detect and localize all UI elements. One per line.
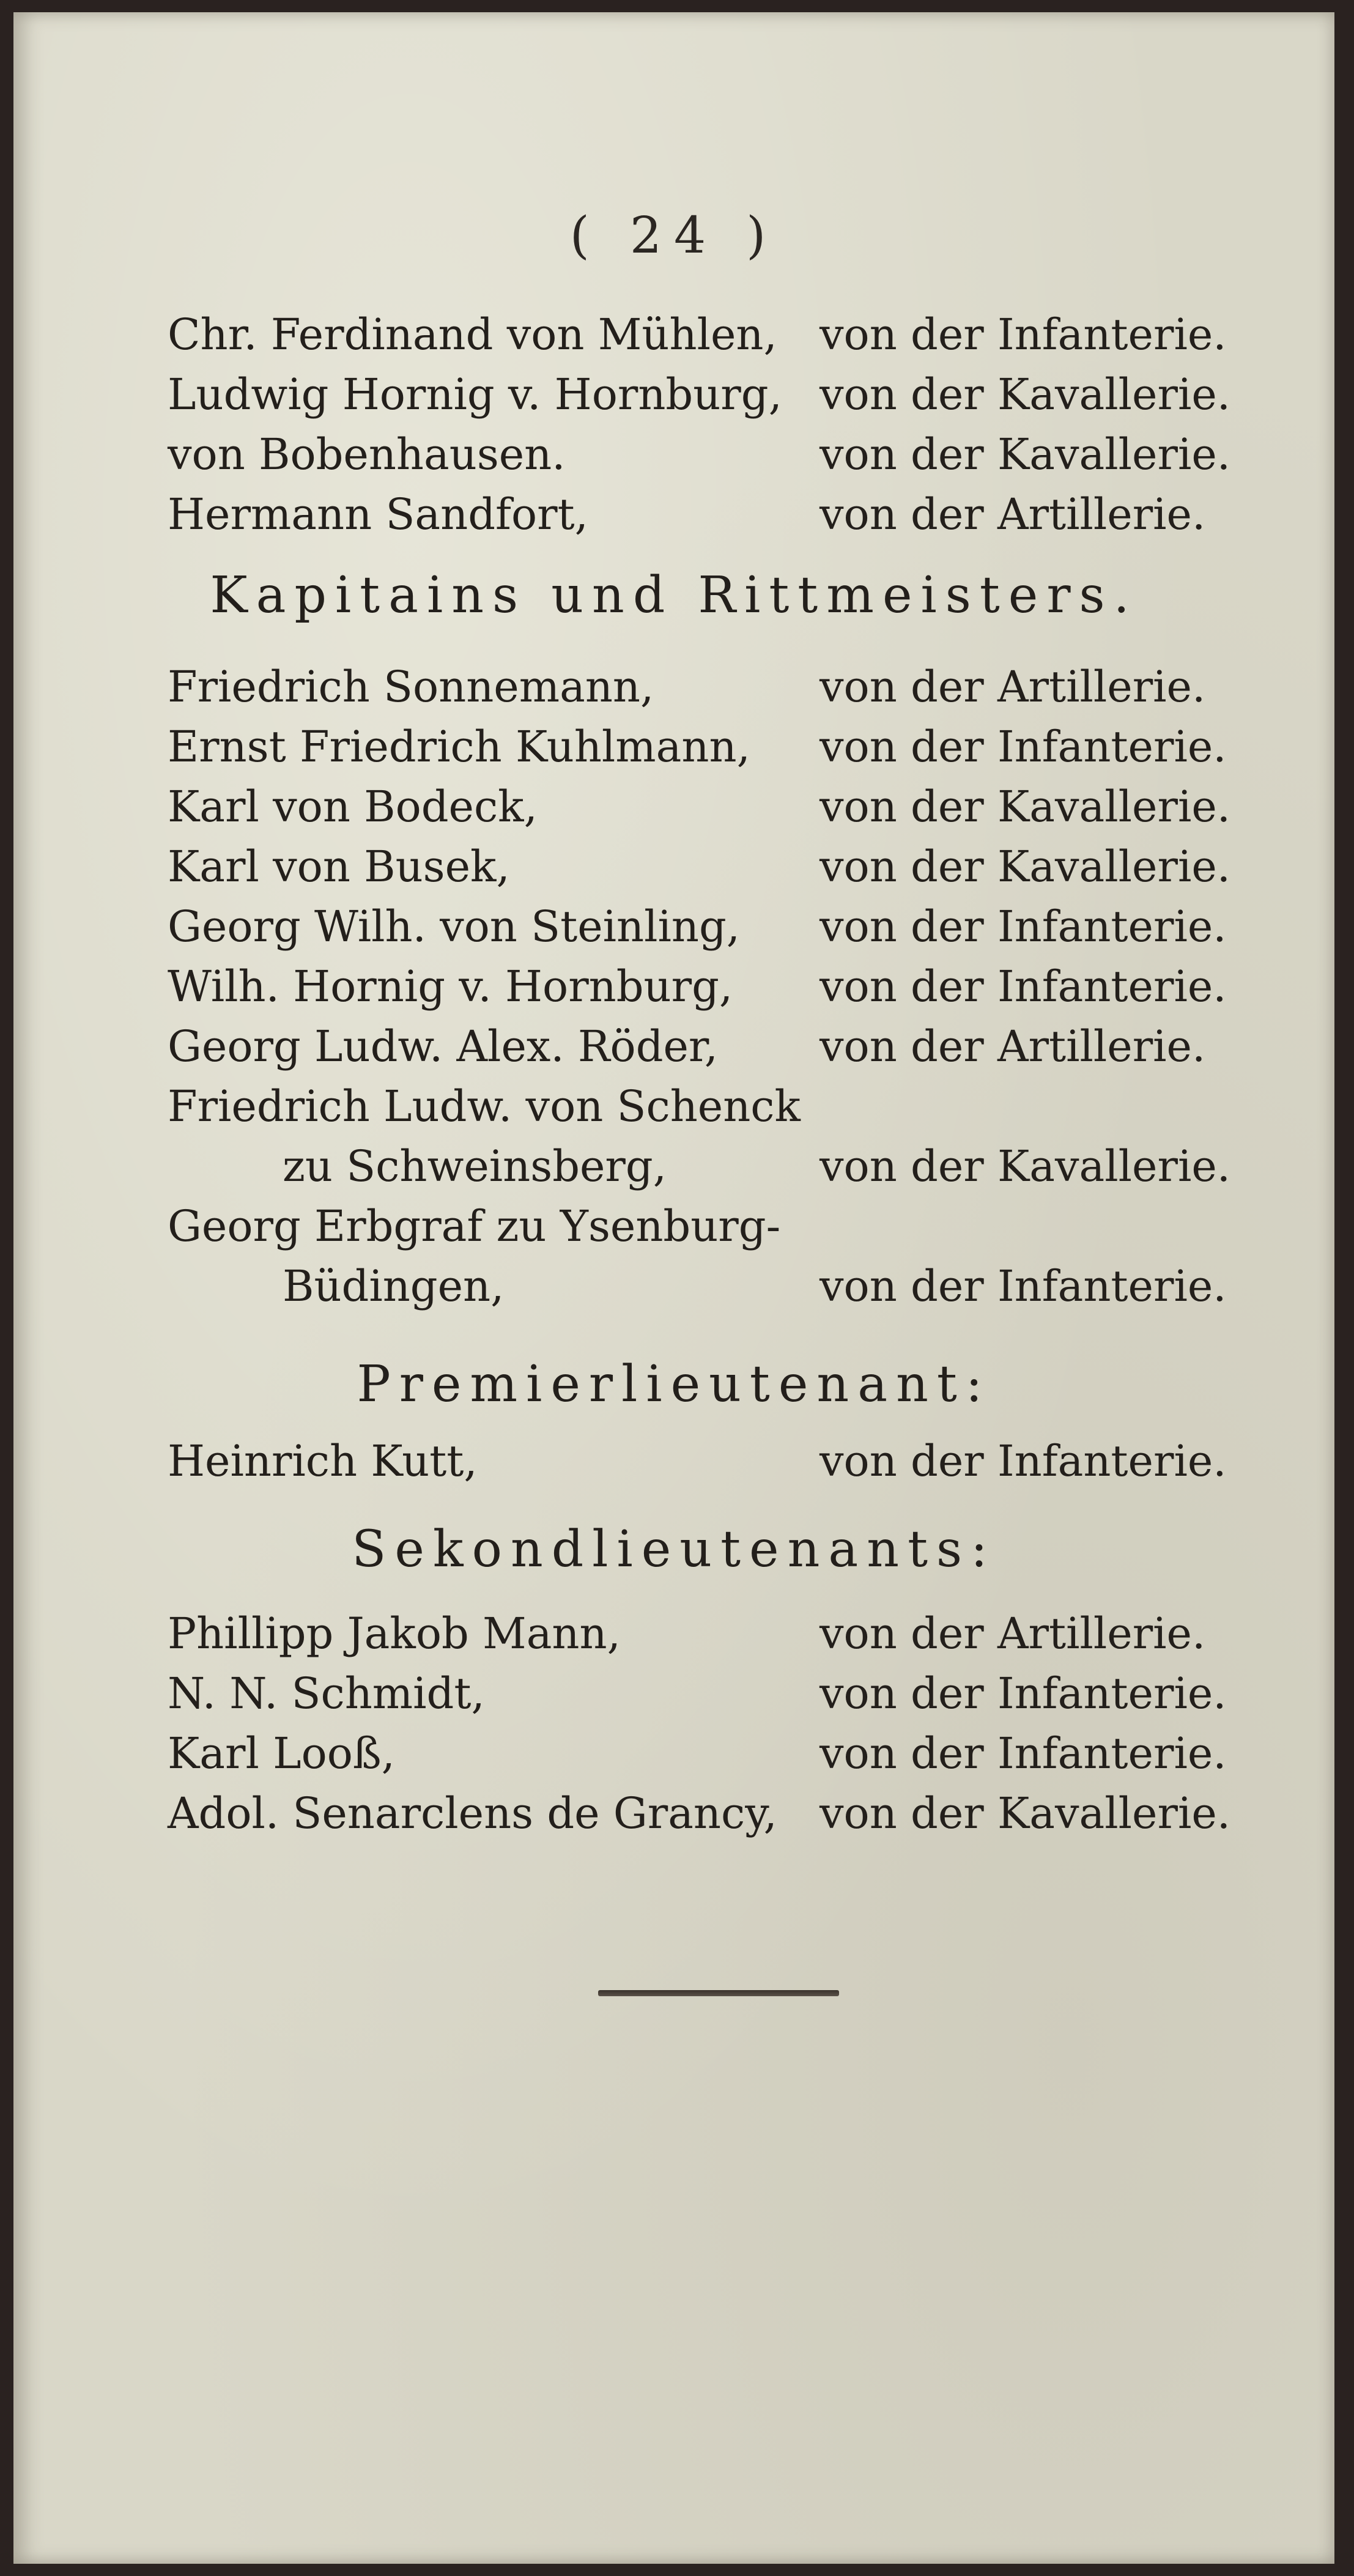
officer-name-continuation: Büdingen, xyxy=(283,1261,505,1311)
list-entry xyxy=(13,1076,1334,1136)
officer-branch: von der Kavallerie. xyxy=(819,782,1231,832)
officer-branch: von der Kavallerie. xyxy=(819,369,1231,420)
officer-name: Adol. Senarclens de Grancy, xyxy=(168,1788,777,1838)
officer-name: Karl von Busek, xyxy=(168,842,510,892)
officer-name: Chr. Ferdinand von Mühlen, xyxy=(168,309,777,360)
officer-branch: von der Infanterie. xyxy=(819,901,1227,952)
officer-branch: von der Artillerie. xyxy=(819,1021,1206,1071)
officer-branch: von der Artillerie. xyxy=(819,662,1206,712)
officer-name: Ernst Friedrich Kuhlmann, xyxy=(168,722,750,772)
officer-branch: von der Artillerie. xyxy=(819,1608,1206,1659)
list-entry xyxy=(13,424,1334,484)
list-entry xyxy=(13,837,1334,897)
officer-branch: von der Infanterie. xyxy=(819,1728,1227,1778)
officer-name: Karl von Bodeck, xyxy=(168,782,538,832)
list-entry xyxy=(13,484,1334,544)
officer-branch: von der Infanterie. xyxy=(819,961,1227,1012)
list-entry xyxy=(13,1431,1334,1491)
officer-branch: von der Infanterie. xyxy=(819,1668,1227,1719)
list-entry xyxy=(13,1783,1334,1843)
list-entry-continuation xyxy=(13,1136,1334,1196)
officer-branch: von der Kavallerie. xyxy=(819,842,1231,892)
list-entry xyxy=(13,1664,1334,1723)
section-heading-kapitains: Kapitains und Rittmeisters. xyxy=(210,566,1138,624)
officer-name: Ludwig Hornig v. Hornburg, xyxy=(168,369,782,420)
officer-name: Georg Wilh. von Steinling, xyxy=(168,901,741,952)
list-entry xyxy=(13,1016,1334,1076)
section-heading-sekondlieutenants: Sekondlieutenants: xyxy=(352,1520,996,1579)
list-entry xyxy=(13,657,1334,717)
officer-name: N. N. Schmidt, xyxy=(168,1668,485,1719)
officer-name: Georg Erbgraf zu Ysenburg- xyxy=(168,1201,781,1251)
list-entry xyxy=(13,1723,1334,1783)
officer-name: Phillipp Jakob Mann, xyxy=(168,1608,621,1659)
list-entry-continuation xyxy=(13,1256,1334,1316)
officer-name: Wilh. Hornig v. Hornburg, xyxy=(168,961,733,1012)
officer-branch: von der Kavallerie. xyxy=(819,1788,1231,1838)
list-entry xyxy=(13,957,1334,1016)
officer-branch: von der Infanterie. xyxy=(819,722,1227,772)
list-entry xyxy=(13,305,1334,365)
officer-branch: von der Kavallerie. xyxy=(819,429,1231,479)
officer-branch: von der Infanterie. xyxy=(819,1261,1227,1311)
officer-name: Friedrich Ludw. von Schenck xyxy=(168,1081,801,1131)
list-entry xyxy=(13,777,1334,837)
list-entry xyxy=(13,1196,1334,1256)
officer-name: Heinrich Kutt, xyxy=(168,1436,478,1486)
officer-branch: von der Infanterie. xyxy=(819,1436,1227,1486)
book-page xyxy=(13,12,1334,2564)
section-heading-premierlieutenant: Premierlieutenant: xyxy=(357,1355,991,1413)
list-entry xyxy=(13,897,1334,957)
officer-name-continuation: zu Schweinsberg, xyxy=(283,1141,667,1191)
officer-name: Georg Ludw. Alex. Röder, xyxy=(168,1021,718,1071)
officer-name: von Bobenhausen. xyxy=(168,429,566,479)
officer-name: Friedrich Sonnemann, xyxy=(168,662,654,712)
officer-branch: von der Artillerie. xyxy=(819,489,1206,539)
list-entry xyxy=(13,717,1334,777)
officer-name: Karl Looß, xyxy=(168,1728,395,1778)
officer-branch: von der Infanterie. xyxy=(819,309,1227,360)
officer-branch: von der Kavallerie. xyxy=(819,1141,1231,1191)
list-entry xyxy=(13,1604,1334,1664)
closing-rule-divider xyxy=(598,1990,839,1996)
officer-name: Hermann Sandfort, xyxy=(168,489,588,539)
list-entry xyxy=(13,365,1334,424)
page-number: ( 24 ) xyxy=(569,207,779,265)
